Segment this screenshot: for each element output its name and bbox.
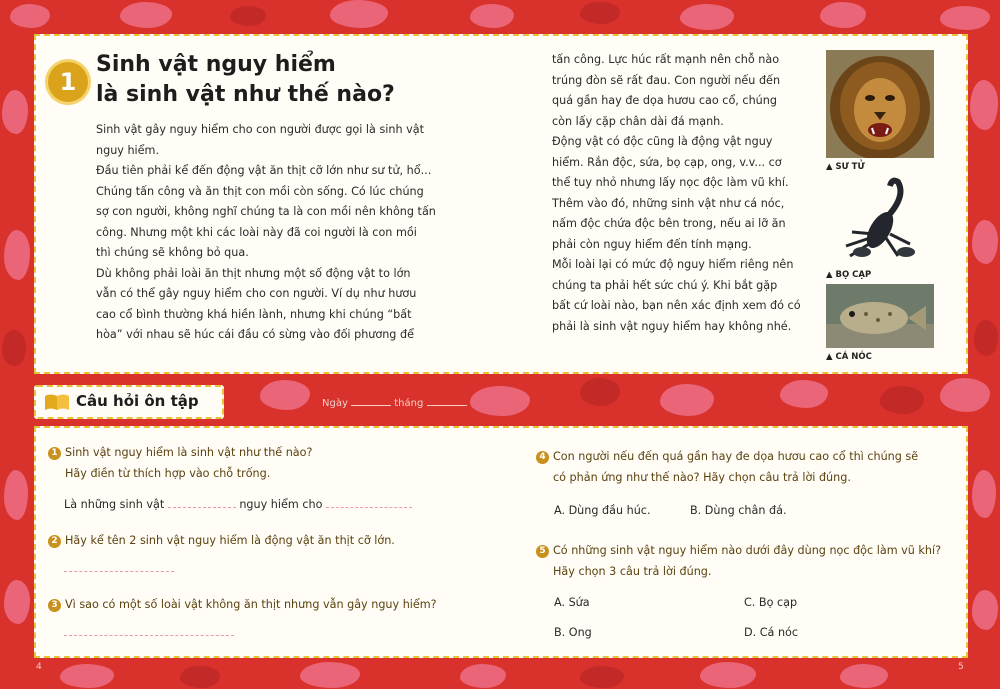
lion-caption: ▲ SƯ TỬ bbox=[826, 162, 865, 172]
question-text: có phản ứng như thế nào? Hãy chọn câu trả lời đúng. bbox=[553, 471, 851, 484]
paragraph-line: Đầu tiên phải kể đến động vật ăn thịt cỡ lớn như sư tử, hổ... bbox=[96, 164, 432, 177]
paragraph-line: hiểm. Rắn độc, sứa, bọ cạp, ong, v.v... cơ bbox=[552, 155, 782, 169]
question-text: Hãy chọn 3 câu trả lời đúng. bbox=[553, 565, 712, 578]
lion-photo bbox=[826, 50, 934, 158]
pufferfish-photo bbox=[826, 284, 934, 348]
paragraph-line: vẫn có thể gây nguy hiểm cho con người. Ví dụ như hươu bbox=[96, 287, 417, 300]
article-column-1 bbox=[96, 120, 452, 346]
question-text: Có những sinh vật nguy hiểm nào dưới đây dùng nọc độc làm vũ khí? bbox=[553, 544, 942, 557]
question-2 bbox=[48, 530, 395, 551]
book-icon bbox=[44, 393, 70, 411]
paragraph-line: chúng ta phải hết sức chú ý. Khi bắt gặp bbox=[552, 278, 778, 292]
question-3-answer[interactable] bbox=[64, 626, 234, 639]
page-number-left: 4 bbox=[36, 662, 42, 672]
question-number-badge: 4 bbox=[536, 451, 549, 464]
paragraph-line: Chúng tấn công và ăn thịt con mồi còn sống. Có lúc chúng bbox=[96, 184, 424, 198]
section-number-badge: 1 bbox=[48, 62, 88, 102]
review-title: Câu hỏi ôn tập bbox=[76, 392, 199, 410]
review-panel bbox=[34, 426, 968, 658]
question-5 bbox=[536, 540, 941, 582]
paragraph-line: Mỗi loài lại có mức độ nguy hiểm riêng nên bbox=[552, 258, 794, 271]
date-month-blank[interactable] bbox=[427, 405, 467, 406]
question-text: Sinh vật nguy hiểm là sinh vật như thế nào? bbox=[65, 446, 313, 459]
fill-text: Là những sinh vật bbox=[64, 498, 165, 511]
q5-option-c[interactable]: C. Bọ cạp bbox=[744, 596, 798, 609]
q5-option-d[interactable]: D. Cá nóc bbox=[744, 626, 799, 639]
question-text: Vì sao có một số loài vật không ăn thịt nhưng vẫn gây nguy hiểm? bbox=[65, 598, 437, 611]
paragraph-line: công. Nhưng một khi các loài này đã coi người là con mồi bbox=[96, 225, 417, 239]
paragraph-line: phải là sinh vật nguy hiểm hay không nhé. bbox=[552, 319, 792, 333]
question-text: Hãy kể tên 2 sinh vật nguy hiểm là động vật ăn thịt cỡ lớn. bbox=[65, 534, 395, 547]
page-number-right: 5 bbox=[958, 662, 964, 672]
fill-blank-2[interactable] bbox=[326, 507, 412, 508]
scorpion-photo bbox=[826, 176, 934, 266]
fill-blank-1[interactable] bbox=[168, 507, 236, 508]
paragraph-line: cao cổ bình thường khá hiền lành, nhưng khi chúng “bất bbox=[96, 307, 412, 321]
paragraph-line: trúng đòn sẽ rất đau. Con người nếu đến bbox=[552, 73, 781, 87]
question-number-badge: 5 bbox=[536, 545, 549, 558]
paragraph-line: tấn công. Lực húc rất mạnh nên chỗ nào bbox=[552, 53, 780, 66]
question-4 bbox=[536, 446, 918, 488]
paragraph-line: thì chúng sẽ không bỏ qua. bbox=[96, 246, 249, 259]
fill-text: nguy hiểm cho bbox=[239, 498, 323, 511]
date-field bbox=[322, 398, 467, 409]
date-day-blank[interactable] bbox=[351, 405, 391, 406]
paragraph-line: hòa” với nhau sẽ húc cái đầu có sừng vào đối phương để bbox=[96, 328, 414, 341]
question-text: Con người nếu đến quá gần hay đe dọa hươu cao cổ thì chúng sẽ bbox=[553, 450, 919, 463]
paragraph-line: Động vật có độc cũng là động vật nguy bbox=[552, 135, 773, 148]
paragraph-line: sợ con người, không nghĩ chúng ta là con mồi nên không tấn bbox=[96, 205, 436, 218]
question-1-fill bbox=[64, 498, 412, 511]
date-day-label: Ngày bbox=[322, 398, 348, 409]
question-1 bbox=[48, 442, 312, 484]
question-number-badge: 1 bbox=[48, 447, 61, 460]
question-text: Hãy điền từ thích hợp vào chỗ trống. bbox=[65, 467, 271, 480]
question-2-answer[interactable] bbox=[64, 562, 174, 575]
article-panel bbox=[34, 34, 968, 374]
paragraph-line: nguy hiểm. bbox=[96, 143, 159, 157]
paragraph-line: Dù không phải loài ăn thịt nhưng một số động vật to lớn bbox=[96, 266, 411, 280]
question-3 bbox=[48, 594, 437, 615]
article-title-line2: là sinh vật như thế nào? bbox=[96, 82, 395, 107]
paragraph-line: Sinh vật gây nguy hiểm cho con người được gọi là sinh vật bbox=[96, 123, 424, 136]
paragraph-line: còn lấy cặp chân dài đá mạnh. bbox=[552, 114, 724, 128]
paragraph-line: bất cứ loài nào, bạn nên xác định xem đó có bbox=[552, 299, 801, 312]
scorpion-caption: ▲ BỌ CẠP bbox=[826, 270, 872, 280]
q4-option-a[interactable]: A. Dùng đầu húc. bbox=[554, 504, 651, 517]
pufferfish-caption: ▲ CÁ NÓC bbox=[826, 352, 872, 362]
paragraph-line: nấm độc chứa độc bên trong, nếu ai lỡ ăn bbox=[552, 217, 786, 230]
q4-option-b[interactable]: B. Dùng chân đá. bbox=[690, 504, 787, 517]
question-number-badge: 3 bbox=[48, 599, 61, 612]
q5-option-a[interactable]: A. Sứa bbox=[554, 596, 590, 609]
paragraph-line: thể tuy nhỏ nhưng lấy nọc độc làm vũ khí. bbox=[552, 176, 789, 189]
date-month-label: tháng bbox=[394, 398, 424, 409]
paragraph-line: Thêm vào đó, những sinh vật như cá nóc, bbox=[552, 196, 785, 210]
q5-option-b[interactable]: B. Ong bbox=[554, 626, 592, 639]
article-title-line1: Sinh vật nguy hiểm bbox=[96, 52, 336, 77]
article-column-2 bbox=[552, 50, 822, 337]
paragraph-line: quá gần hay đe dọa hươu cao cổ, chúng bbox=[552, 94, 777, 107]
article-title bbox=[96, 50, 395, 110]
paragraph-line: phải còn nguy hiểm đến tính mạng. bbox=[552, 237, 752, 251]
review-section-tab bbox=[34, 385, 224, 419]
question-number-badge: 2 bbox=[48, 535, 61, 548]
